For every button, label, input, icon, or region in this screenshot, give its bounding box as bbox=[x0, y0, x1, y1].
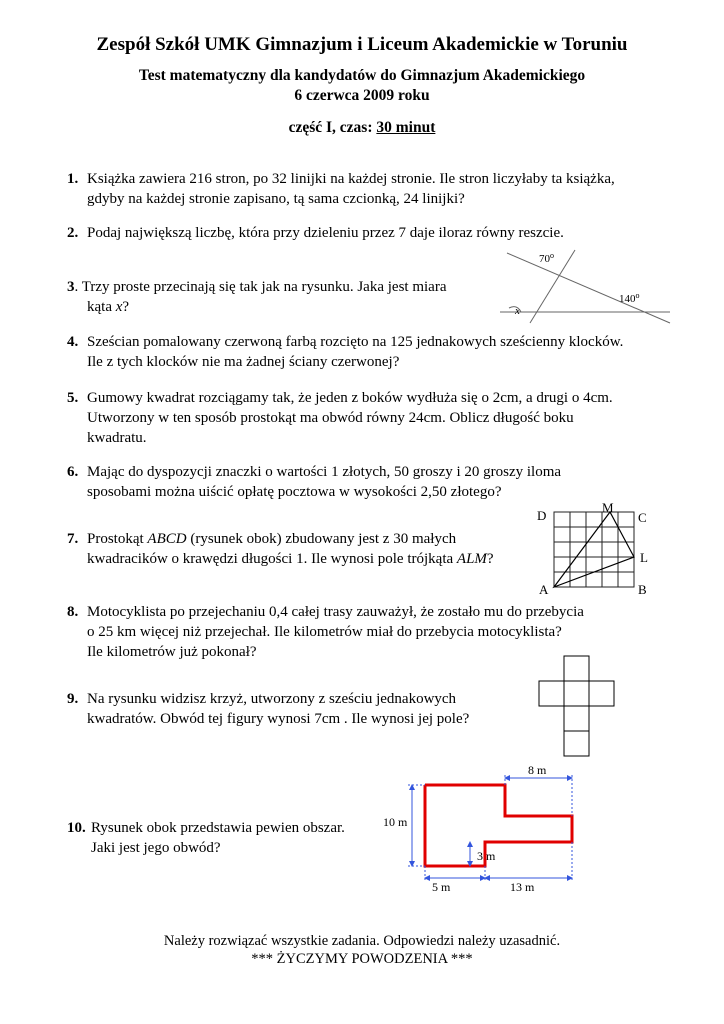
question-number: 9. bbox=[67, 691, 79, 707]
grid bbox=[554, 512, 634, 587]
exam-date: 6 czerwca 2009 roku bbox=[294, 87, 430, 104]
question-text: o 25 km więcej niż przejechał. Ile kilometrów miał do przebycia motocyklista? bbox=[87, 624, 562, 640]
part-info bbox=[0, 118, 724, 137]
question-text: Utworzony w ten sposób prostokąt ma obwód równy 24cm. Oblicz długość boku bbox=[87, 410, 574, 426]
page-title: Zespół Szkół UMK Gimnazjum i Liceum Akademickie w Toruniu bbox=[96, 34, 628, 55]
question-text: Prostokąt ABCD (rysunek obok) zbudowany jest z 30 małych bbox=[87, 531, 457, 547]
dim-top: 8 m bbox=[528, 763, 547, 777]
angle-70-label: 70$^o$ bbox=[539, 251, 554, 265]
subtitle: Test matematyczny dla kandydatów do Gimnazjum Akademickiego bbox=[138, 67, 586, 84]
question-number: 3 bbox=[67, 279, 75, 295]
angle-140-label: 140$^o$ bbox=[619, 291, 640, 305]
variable-x: x bbox=[115, 299, 123, 315]
question-text: Mając do dyspozycji znaczki o wartości 1 złotych, 50 groszy i 20 groszy iloma bbox=[87, 464, 562, 480]
question-3 bbox=[67, 277, 497, 317]
rectangle-alm-figure bbox=[534, 500, 664, 598]
dim-inner: 3 m bbox=[477, 849, 496, 863]
footer-wishes: *** ŻYCZYMY POWODZENIA *** bbox=[251, 951, 473, 967]
question-number: 2. bbox=[67, 225, 79, 241]
angle-x-label: x bbox=[515, 305, 520, 317]
question-9 bbox=[67, 689, 537, 727]
question-text: Sześcian pomalowany czerwoną farbą rozcięto na 125 jednakowych sześcienny klocków. bbox=[87, 334, 624, 350]
triangle-alm bbox=[554, 512, 634, 587]
footer-instructions: Należy rozwiązać wszystkie zadania. Odpowiedzi należy uzasadnić. bbox=[163, 933, 561, 949]
question-number: 10. bbox=[67, 820, 86, 836]
question-number: 6. bbox=[67, 464, 79, 480]
dim-bottom-right: 13 m bbox=[510, 880, 535, 892]
angles-figure bbox=[495, 248, 675, 328]
question-text: kwadracików o krawędzi długości 1. Ile wynosi pole trójkąta ALM? bbox=[87, 551, 494, 567]
question-5 bbox=[67, 388, 657, 446]
question-text: gdyby na każdej stronie zapisano, tą sama czcionką, 24 linijki? bbox=[87, 191, 465, 207]
question-text: Ile kilometrów już pokonał? bbox=[87, 644, 257, 660]
label-m: M bbox=[602, 500, 614, 515]
question-text: Rysunek obok przedstawia pewien obszar. bbox=[91, 820, 345, 836]
question-text: Jaki jest jego obwód? bbox=[91, 840, 221, 856]
question-8 bbox=[67, 602, 657, 660]
question-1 bbox=[67, 169, 657, 207]
question-mark: ? bbox=[122, 299, 130, 315]
question-number: 8. bbox=[67, 604, 79, 620]
question-text: . Trzy proste przecinają się tak jak na rysunku. Jaka jest miara bbox=[74, 279, 447, 295]
question-text: kąta bbox=[87, 299, 116, 315]
dim-bottom-left: 5 m bbox=[432, 880, 451, 892]
question-text: Podaj największą liczbę, która przy dzieleniu przez 7 daje iloraz równy reszcie. bbox=[87, 225, 564, 241]
question-text: kwadratów. Obwód tej figury wynosi 7cm . Ile wynosi jej pole? bbox=[87, 711, 470, 727]
cross-figure bbox=[538, 655, 618, 760]
time-limit: 30 minut bbox=[376, 119, 436, 136]
question-6 bbox=[67, 462, 657, 500]
dim-left: 10 m bbox=[383, 815, 408, 829]
question-10 bbox=[67, 818, 387, 856]
question-number: 1. bbox=[67, 171, 79, 187]
part-label: część I, czas: bbox=[288, 119, 377, 136]
region-outline bbox=[425, 785, 572, 866]
region-figure bbox=[380, 762, 580, 892]
question-number: 4. bbox=[67, 334, 79, 350]
question-number: 7. bbox=[67, 531, 79, 547]
question-text: Na rysunku widzisz krzyż, utworzony z sześciu jednakowych bbox=[87, 691, 457, 707]
label-l: L bbox=[640, 550, 648, 565]
question-text: Książka zawiera 216 stron, po 32 linijki na każdej stronie. Ile stron liczyłaby ta książka, bbox=[87, 171, 615, 187]
question-text: Ile z tych klocków nie ma żadnej ściany czerwonej? bbox=[87, 354, 400, 370]
question-text: sposobami można uiścić opłatę pocztowa w wysokości 2,50 złotego? bbox=[87, 484, 502, 500]
question-7 bbox=[67, 529, 537, 567]
label-d: D bbox=[537, 508, 547, 523]
question-2 bbox=[67, 223, 657, 243]
question-4 bbox=[67, 332, 657, 370]
label-b: B bbox=[638, 582, 647, 597]
label-a: A bbox=[539, 582, 549, 597]
label-c: C bbox=[638, 510, 647, 525]
question-text: Motocyklista po przejechaniu 0,4 całej trasy zauważył, że zostało mu do przebycia bbox=[87, 604, 584, 620]
question-text: kwadratu. bbox=[87, 430, 147, 446]
question-number: 5. bbox=[67, 390, 79, 406]
question-text: Gumowy kwadrat rozciągamy tak, że jeden z boków wydłuża się o 2cm, a drugi o 4cm. bbox=[87, 390, 613, 406]
